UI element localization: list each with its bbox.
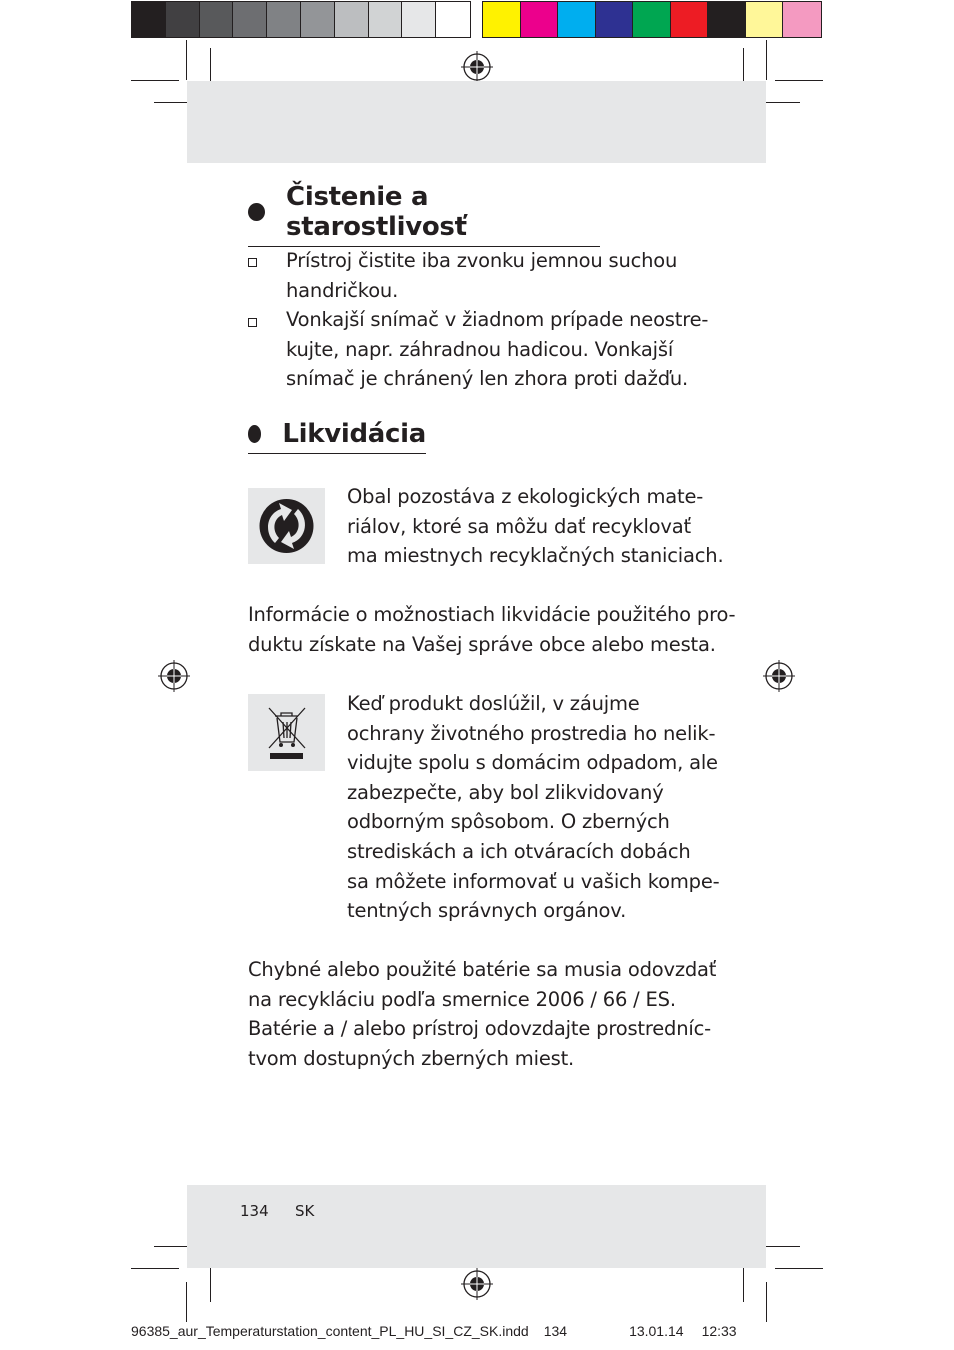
text-line: sa môžete informovať u vašich kompe-: [347, 869, 720, 893]
crop-mark: [766, 40, 767, 80]
color-swatch: [301, 2, 335, 37]
page-number-value: 134: [240, 1202, 269, 1220]
color-swatch: [558, 2, 596, 37]
text-line: zabezpečte, aby bol zlikvidovaný: [347, 780, 664, 804]
text-line: Obal pozostáva z ekologických mate-: [347, 485, 704, 508]
gray-color-bar: [131, 1, 471, 38]
crossed-bin-icon: [248, 694, 325, 771]
recycle-paragraph: [347, 482, 723, 571]
green-dot-icon: [248, 488, 325, 564]
info-paragraph: [248, 600, 735, 659]
color-swatch: [436, 2, 470, 37]
crop-mark: [131, 80, 179, 81]
color-swatch: [596, 2, 634, 37]
color-swatch: [633, 2, 671, 37]
text-line: odborným spôsobom. O zberných: [347, 810, 670, 834]
crop-mark: [775, 1268, 823, 1269]
text-line: ma miestnych recyklačných staniciach.: [347, 544, 724, 568]
green-dot-icon-box: [248, 488, 325, 564]
section-title: Čistenie a starostlivosť: [286, 182, 467, 242]
text-line: snímač je chránený len zhora proti dažďu.: [286, 367, 689, 391]
color-swatch: [708, 2, 746, 37]
crossed-bin-icon-box: [248, 694, 325, 771]
section-title: Likvidácia: [282, 419, 426, 449]
text-line: duktu získate na Vašej správe obce alebo mesta.: [248, 632, 716, 656]
color-swatch: [521, 2, 559, 37]
color-swatch: [200, 2, 234, 37]
slug-date: 13.01.14: [629, 1323, 684, 1339]
color-swatch: [483, 2, 521, 37]
text-line: Chybné alebo použité batérie sa musia odovzdať: [248, 958, 717, 981]
weee-paragraph: [347, 689, 719, 926]
text-line: strediskách a ich otváracích dobách: [347, 839, 691, 863]
text-line: Informácie o možnostiach likvidácie použitého pro-: [248, 603, 736, 626]
crop-mark: [131, 1268, 179, 1269]
color-swatch: [369, 2, 403, 37]
text-line: riálov, ktoré sa môžu dať recyklovať: [347, 514, 691, 538]
registration-mark-icon: [461, 51, 493, 83]
text-line: tvom dostupných zberných miest.: [248, 1046, 575, 1070]
crop-mark: [760, 1246, 800, 1247]
color-swatch: [402, 2, 436, 37]
color-swatch: [132, 2, 166, 37]
crop-mark: [775, 80, 823, 81]
text-line: handričkou.: [286, 278, 399, 302]
text-line: Prístroj čistite iba zvonku jemnou suchou: [286, 249, 678, 272]
heading-bullet: [248, 425, 261, 443]
crop-mark: [760, 102, 800, 103]
registration-mark-icon: [763, 660, 795, 692]
list-bullet: [248, 318, 257, 327]
footer-band: [187, 1185, 766, 1268]
page-language: SK: [294, 1202, 315, 1220]
page-number: [240, 1202, 314, 1220]
color-swatch: [267, 2, 301, 37]
color-swatch: [233, 2, 267, 37]
section-heading-disposal: [248, 419, 426, 454]
color-swatch: [783, 2, 821, 37]
color-swatch: [746, 2, 784, 37]
crop-mark: [743, 1262, 744, 1302]
heading-bullet: [248, 203, 265, 221]
text-line: Keď produkt doslúžil, v záujme: [347, 692, 640, 715]
slug-filename: 96385_aur_Temperaturstation_content_PL_HU_SI_CZ_SK.indd: [131, 1323, 529, 1339]
registration-mark-icon: [461, 1268, 493, 1300]
text-line: Vonkajší snímač v žiadnom prípade neostre-: [286, 308, 709, 331]
header-band: [187, 81, 766, 163]
color-swatch: [166, 2, 200, 37]
slug-time: 12:33: [701, 1323, 737, 1339]
text-line: kujte, napr. záhradnou hadicou. Vonkajší: [286, 337, 674, 361]
crop-mark: [186, 40, 187, 80]
text-line: na recykláciu podľa smernice 2006 / 66 / ES.: [248, 987, 676, 1011]
crop-mark: [766, 1282, 767, 1322]
crop-mark: [186, 1282, 187, 1322]
section-heading-cleaning: [248, 182, 600, 247]
list-item: [286, 246, 677, 305]
text-line: Batérie a / alebo prístroj odovzdajte prostredníc-: [248, 1017, 711, 1041]
process-color-bar: [482, 1, 822, 38]
text-line: vidujte spolu s domácim odpadom, ale: [347, 751, 718, 775]
list-bullet: [248, 258, 257, 267]
color-swatch: [335, 2, 369, 37]
crop-mark: [210, 1262, 211, 1302]
slug-page: 134: [543, 1323, 568, 1339]
print-slug: [131, 1323, 821, 1339]
color-swatch: [671, 2, 709, 37]
list-item: [286, 305, 708, 394]
battery-paragraph: [248, 955, 716, 1073]
text-line: tentných správnych orgánov.: [347, 899, 627, 923]
text-line: ochrany životného prostredia ho nelik-: [347, 721, 716, 745]
registration-mark-icon: [158, 660, 190, 692]
